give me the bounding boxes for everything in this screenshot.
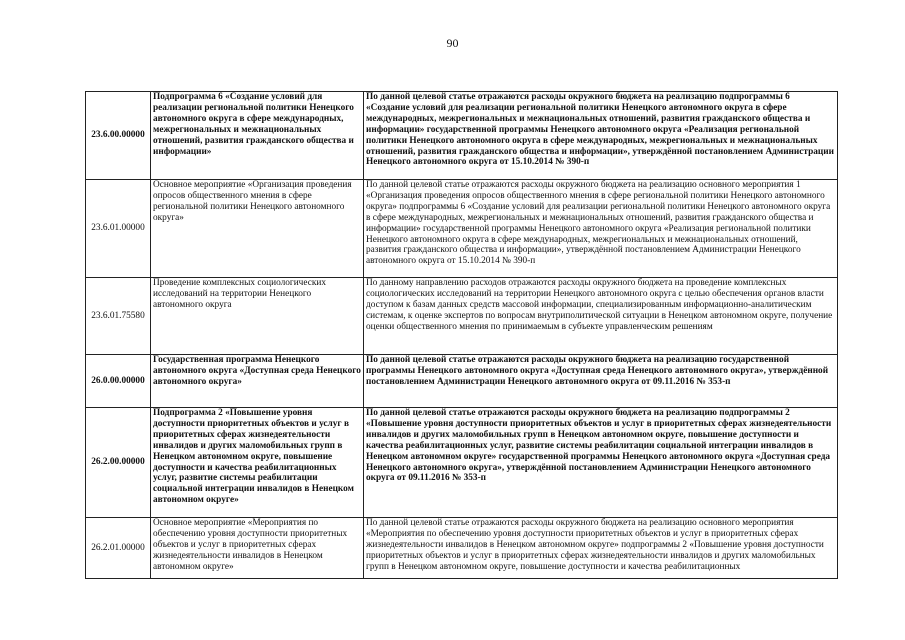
target-article-description: По данной целевой статье отражаются расходы окружного бюджета на реализацию подпрограммы 6 «Создание условий для реализации региональной политики Ненецкого автономного округа в сфере международных, межрегиональных и межнациональных отношений, развития гражданского общества и информации» государственной программы Ненецкого автономного округа «Реализация региональной политики Ненецкого автономного округа в сфере международных, межрегиональных и межнациональных отношений, развития гражданского общества и информации», утверждённой постановлением Администрации Ненецкого автономного округа от 15.10.2014 № 390-п	[364, 92, 838, 180]
target-article-description: По данной целевой статье отражаются расходы окружного бюджета на реализацию основного мероприятия 1 «Организация проведения опросов общественного мнения в сфере региональной политики Ненецкого автономного округа» подпрограммы 6 «Создание условий для реализации региональной политики Ненецкого автономного округа в сфере международных, межрегиональных и межнациональных отношений, развития гражданского общества и информации» государственной программы Ненецкого автономного округа «Реализация региональной политики Ненецкого автономного округа в сфере международных, межрегиональных и межнациональных отношений, развития гражданского общества и информации», утверждённой постановлением Администрации Ненецкого автономного округа от 15.10.2014 № 390-п	[364, 180, 838, 278]
target-article-name: Государственная программа Ненецкого автономного округа «Доступная среда Ненецкого автономного округа»	[151, 355, 364, 408]
target-article-name: Подпрограмма 6 «Создание условий для реализации региональной политики Ненецкого автономного округа в сфере международных, межрегиональных и межнациональных отношений, развития гражданского общества и информации»	[151, 92, 364, 180]
target-article-description: По данной целевой статье отражаются расходы окружного бюджета на реализацию основного мероприятия «Мероприятия по обеспечению уровня доступности приоритетных объектов и услуг в приоритетных сферах жизнедеятельности инвалидов в Ненецком автономном округе» подпрограммы 2 «Повышение уровня доступности приоритетных объектов и услуг в приоритетных сферах жизнедеятельности инвалидов и других маломобильных групп в Ненецком автономном округе, повышение доступности и качества реабилитационных	[364, 518, 838, 579]
budget-classification-table	[85, 91, 838, 579]
table-row	[86, 355, 838, 408]
table-row	[86, 408, 838, 518]
table-row	[86, 518, 838, 579]
target-article-code: 26.2.00.00000	[86, 408, 151, 518]
table-row	[86, 180, 838, 278]
target-article-code: 23.6.01.00000	[86, 180, 151, 278]
target-article-name: Основное мероприятие «Мероприятия по обеспечению уровня доступности приоритетных объектов и услуг в приоритетных сферах жизнедеятельности инвалидов в Ненецком автономном округе»	[151, 518, 364, 579]
target-article-code: 26.2.01.00000	[86, 518, 151, 579]
target-article-name: Подпрограмма 2 «Повышение уровня доступности приоритетных объектов и услуг в приоритетных сферах жизнедеятельности инвалидов и других маломобильных групп в Ненецком автономном округе, повышение доступности и качества реабилитационных услуг, развитие системы реабилитации социальной интеграции инвалидов в Ненецком автономном округе»	[151, 408, 364, 518]
table-row	[86, 92, 838, 180]
target-article-description: По данной целевой статье отражаются расходы окружного бюджета на реализацию государственной программы Ненецкого автономного округа «Доступная среда Ненецкого автономного округа», утверждённой постановлением Администрации Ненецкого автономного округа от 09.11.2016 № 353-п	[364, 355, 838, 408]
target-article-name: Основное мероприятие «Организация проведения опросов общественного мнения в сфере региональной политики Ненецкого автономного округа»	[151, 180, 364, 278]
target-article-code: 26.0.00.00000	[86, 355, 151, 408]
target-article-name: Проведение комплексных социологических исследований на территории Ненецкого автономного округа	[151, 278, 364, 355]
target-article-description: По данной целевой статье отражаются расходы окружного бюджета на реализацию подпрограммы 2 «Повышение уровня доступности приоритетных объектов и услуг в приоритетных сферах жизнедеятельности инвалидов и других маломобильных групп в Ненецком автономном округе, повышение доступности и качества реабилитационных услуг, развитие системы реабилитации социальной интеграции инвалидов в Ненецком автономном округе» государственной программы Ненецкого автономного округа «Доступная среда Ненецкого автономного округа», утверждённой постановлением Администрации Ненецкого автономного округа от 09.11.2016 № 353-п	[364, 408, 838, 518]
page-number: 90	[446, 36, 459, 50]
table-row	[86, 278, 838, 355]
target-article-description: По данному направлению расходов отражаются расходы окружного бюджета на проведение комплексных социологических исследований на территории Ненецкого автономного округа с целью обеспечения органов власти доступом к базам данных средств массовой информации, специализированным информационно-аналитическим системам, к оценке экспертов по вопросам внутриполитической ситуации в Ненецком автономном округе, получение оценки общественного мнения по принимаемым в субъекте управленческим решениям	[364, 278, 838, 355]
target-article-code: 23.6.00.00000	[86, 92, 151, 180]
target-article-code: 23.6.01.75580	[86, 278, 151, 355]
